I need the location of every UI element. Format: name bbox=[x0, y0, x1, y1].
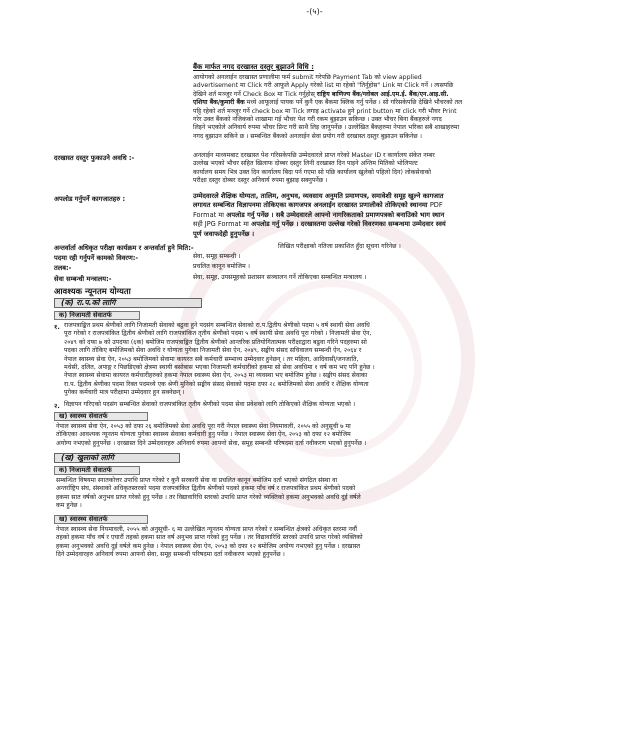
salary-label: तलब:- bbox=[54, 264, 72, 272]
bank-section-body: आयोगको अनलाईन दरखास्त प्रणालीमा फर्म submit गरेपछि Payment Tab को view applied advertisement मा Click गरी आफूले Apply गरेको list मा रहेको "तिर्नुहोस" Link मा Click गर्ने । त्यसपछि देखिने शर्त मञ्जुर गर्ने Check Box मा Tick गर्नुहोस् राष्ट्रिय बाणिज्य बैंक/ग्लोबल आई.एम.ई. बैंक/एन.आइ.सी. एशिया बैंक/कुमारी बैंक मध्ये आफूलाई पायक पर्ने कुनै एक बैंकमा क्लिक गर्नु पर्नेछ । सो गरिसकेपछि देखिने भौचरको तल पट्टि रहेको शर्त मञ्जुर गर्ने check box मा Tick लगाइ activate हुने print button मा click गरी भौचर Print गरेर उक्त बैंकको नजिकको शाखामा गई भौचर पेश गरी रकम बुझाउन सकिन्छ । उक्त भौचर बिना बैंकहरुले नगद लिइने भएकोले अनिवार्य रुपमा भौचर प्रिन्ट गरी साथै लिइ जानुपर्नेछ । उल्लेखित बैंकहरुमा नेपाल भरिका सबै शाखाहरुमा नगद बुझाउन सकिने छ । सम्बन्धित बैंकको अनलाईन सेवा प्रयोग गरी दरखास्त दस्तुर बुझाउन सकिनेछ । bbox=[193, 74, 463, 140]
fee-section-label: दरखास्त दस्तुर फुकाउने अवधि :- bbox=[54, 154, 135, 162]
interview-label: अन्तर्वार्ता अधिकृत परीक्षा कार्यक्रम र अन्तर्वार्ता हुने मिति:- bbox=[54, 244, 194, 252]
docs-section-label: अपलोड गर्नुपर्ने कागजातहरु : bbox=[54, 195, 126, 203]
ministry-value: सेवा, समूह, उपसमूहको प्रशासन सञ्चालन गर्ने तोकिएका सम्बन्धित मन्त्रालय । bbox=[193, 274, 367, 281]
qualification-title: आवश्यक न्यूनतम योग्यता bbox=[54, 286, 131, 296]
section-ka-health-text: नेपाल स्वास्थ्य सेवा ऐन, २०५३ को दफा २६ बमोजिमको सेवा अवधि पूरा गरी नेपाल स्वास्थ्य सेवा नियमावली, २०५५ को अनुसूची ७ मा तोकिएका आवश्यक न्यूनतम योग्यता पुगेका स्वास्थ्य सेवाका कर्मचारी हुनु पर्नेछ । नेपाल स्वास्थ्य सेवा ऐन, २०५३ को दफा १२ बमोजिम अयोग्य नभएको हुनुपर्नेछ । दरखास्त दिने उम्मेदवारहरु अनिवार्य रुपमा आफ्नो सेवा, समूह सम्बन्धी परिषदमा दर्ता नवीकरण भएको हुनुपर्नेछ । bbox=[56, 423, 367, 447]
section-kha-health-text: नेपाल स्वास्थ्य सेवा नियमावली, २०५५ को अनुसूची- ६ मा उल्लेखित न्यूनतम योग्यता प्राप्त गरेको र सम्बन्धित क्षेत्रको अधिकृत स्तरमा नवौं तहको हकमा पाँच वर्ष र एघारौं तहको हकमा सात वर्ष अनुभव प्राप्त गरेको हुनु पर्नेछ । तर विद्यावारिधि स्तरको उपाधि प्राप्त गरेको व्यक्तिको हकमा अनुभवको अवधि दुई वर्षले कम हुनेछ । नेपाल स्वास्थ्य सेवा ऐन, २०५३ को दफा १२ बमोजिम अयोग्य नभएको हुनु पर्नेछ । दरखास्त दिने उम्मेदवारहरु अनिवार्य रुपमा आफ्नो सेवा, समूह सम्बन्धी परिषदमा दर्ता नवीकरण भएको हुनुपर्नेछ । bbox=[56, 526, 363, 559]
section-ka-health-heading: ख) स्वास्थ्य सेवातर्फ bbox=[54, 412, 148, 421]
item-2-text: विज्ञापन गरिएको पदसंग सम्बन्धित सेवाको राजपत्रांकित तृतीय श्रेणीको पदमा सेवा प्रवेशको लागि तोकिएको शैक्षिक योग्यता भएको । bbox=[64, 401, 356, 408]
section-kha-health-heading: ख) स्वास्थ्य सेवातर्फ bbox=[54, 515, 148, 524]
job-description-value: सेवा, समूह सम्बन्धी । bbox=[193, 253, 241, 260]
fee-section-body: अनलाईन माध्यमबाट दरखास्त पेश गरिसकेपछि उम्मेदवारले प्राप्त गरेको Master ID र कार्यालय संकेत नम्बर उल्लेख भएको भौचर सहित खिलाफ दोब्बर दस्तुर लिनी दरखास्त दिन पाइने अन्तिम मितिको भोलिपल्ट कार्यालय समय भित्र उक्त दिन कार्यालय बिदा पर्न गएमा सो पछि कार्यालय खुलेको पहिलो दिन) लोकसेवाको परीक्षा दस्तुर दोब्बर दस्तुर अनिवार्य रुपमा बुझाइ सक्नुपर्नेछ । bbox=[193, 152, 435, 185]
section-ka-band: (क) रा.प.को लागि bbox=[54, 298, 202, 308]
section-kha-civil-heading: क) निजामती सेवातर्फ bbox=[54, 466, 140, 475]
ministry-label: सेवा सम्बन्धी मन्त्रालय:- bbox=[54, 275, 112, 283]
job-description-label: पदमा रही गर्नुपर्ने कामको विवरण:- bbox=[54, 254, 139, 262]
item-1-number: १. bbox=[54, 323, 60, 331]
bank-section-title: बैंक मार्फत नगद दरखास्त दस्तुर बुझाउने विधि : bbox=[193, 63, 314, 71]
item-2-number: २. bbox=[54, 402, 60, 410]
docs-section-body: उम्मेदवारले शैक्षिक योग्यता, तालिम, अनुभव, व्यवसाय अनुमति प्रमाणपत्र, समावेशी समूह खुल्ने कागजात लगायत सम्बन्धित विज्ञापनमा तोकिएका कागजपत्र अनलाईन दरखास्त प्रणालीको तोकिएको स्थानमा PDF Format मा अपलोड गर्नु पर्नेछ । सबै उम्मेदवारले आफ्नो नागरिकताको प्रमाणपत्रको बनाउिको भाग स्थान सही JPG Format मा अपलोड गर्नु पर्नेछ । दरखास्तमा उल्लेख गरेको विवरणका सम्बन्धमा उम्मेदवार स्वयं पूर्ण जवाफदेही हुनुपर्नेछ । bbox=[193, 192, 446, 238]
page-number: -(५)- bbox=[306, 7, 323, 16]
section-kha-band: (ख) खुलाको लागि bbox=[54, 453, 180, 463]
section-ka-civil-heading: क) निजामती सेवातर्फ bbox=[54, 311, 140, 320]
item-1-text: राजपत्राङ्कित प्रथम श्रेणीको लागि निजामती सेवाको बढुवा हुने पदसंग सम्बन्धित सेवाको रा.प.द्वितीय श्रेणीको पदमा ५ वर्ष स्थायी सेवा अवधि पूरा गरेको र राजपत्रांकित द्वितीय श्रेणीको लागि राजपत्रांकित तृतीय श्रेणीको पदमा ५ वर्ष स्थायी सेवा अवधि पूरा गरेको । निजामती सेवा ऐन, २०४९ को दफा ७ को उपदफा (६क) बमोजिम राजपत्राङ्कित द्वितीय श्रेणीको आन्तरिक प्रतियोगितात्मक परीक्षाद्वारा बढुवा गरिने पदहरुमा सो पदका लागि तोकिए बमोजिमको सेवा अवधि र योग्यता पुगेका निजामती सेवा ऐन, २०४९, सङ्घीय संसद सचिवालय सम्बन्धी ऐन, २०६४ र नेपाल स्वास्थ्य सेवा ऐन, २०५३ बमोजिमको सेवामा कायरत सबै कर्मचारी सम्भाव्य उम्मेदवार हुनेछन् । तर महिला, आदिवासी/जनजाति, मधेसी, दलित, अपाङ्ग र पिछडिएको क्षेत्रमा स्थायी बसोबास भएका निजामती कर्मचारीको हकमा सो सेवा अवधिमा १ वर्ष कम भए पनि हुनेछ । नेपाल स्वास्थ्य सेवामा कायरत कर्मचारीहरुको हकमा नेपाल स्वास्थ्य सेवा ऐन, २०५३ मा व्यवस्था भए बमोजिम हुनेछ । सङ्घीय संसद सेवाका रा.प. द्वितीय श्रेणीका पदमा रिक्त पदमध्ये एक श्रेणी मुनिको सङ्घीय संसद सेवाको पदमा दफा २८ बमोजिमको सेवा अवधि र शैक्षिक योग्यता पुगेका कर्मचारी मात्र परीक्षामा उम्मेदवार हुन सक्नेछन् । bbox=[64, 322, 375, 397]
section-kha-civil-text: सम्बन्धित विषयमा स्नातकोत्तर उपाधि प्राप्त गरेको र कुनै सरकारी सेवा वा प्रचलित कानून बमोजिम दर्ता भएको संगठित संस्था वा अन्तर्राष्ट्रिय संघ, संस्थाको अधिकृतस्तरको पदमा राजपत्रांकित द्वितीय श्रेणीको पदको हकमा पाँच वर्ष र राजपत्रांकित प्रथम श्रेणीको पदको हकमा सात वर्षको अनुभव प्राप्त गरेको हुनु पर्नेछ । तर विद्यावारिधि स्तरको उपाधि प्राप्त गरेको व्यक्तिको हकमा अनुभवको अवधि दुई वर्षले कम हुनेछ । bbox=[56, 477, 361, 510]
interview-value: लिखित परीक्षाको नतिजा प्रकाशित हुँदा सूचना गरिनेछ । bbox=[278, 243, 401, 250]
salary-value: प्रचलित कानून बमोजिम । bbox=[193, 263, 250, 270]
